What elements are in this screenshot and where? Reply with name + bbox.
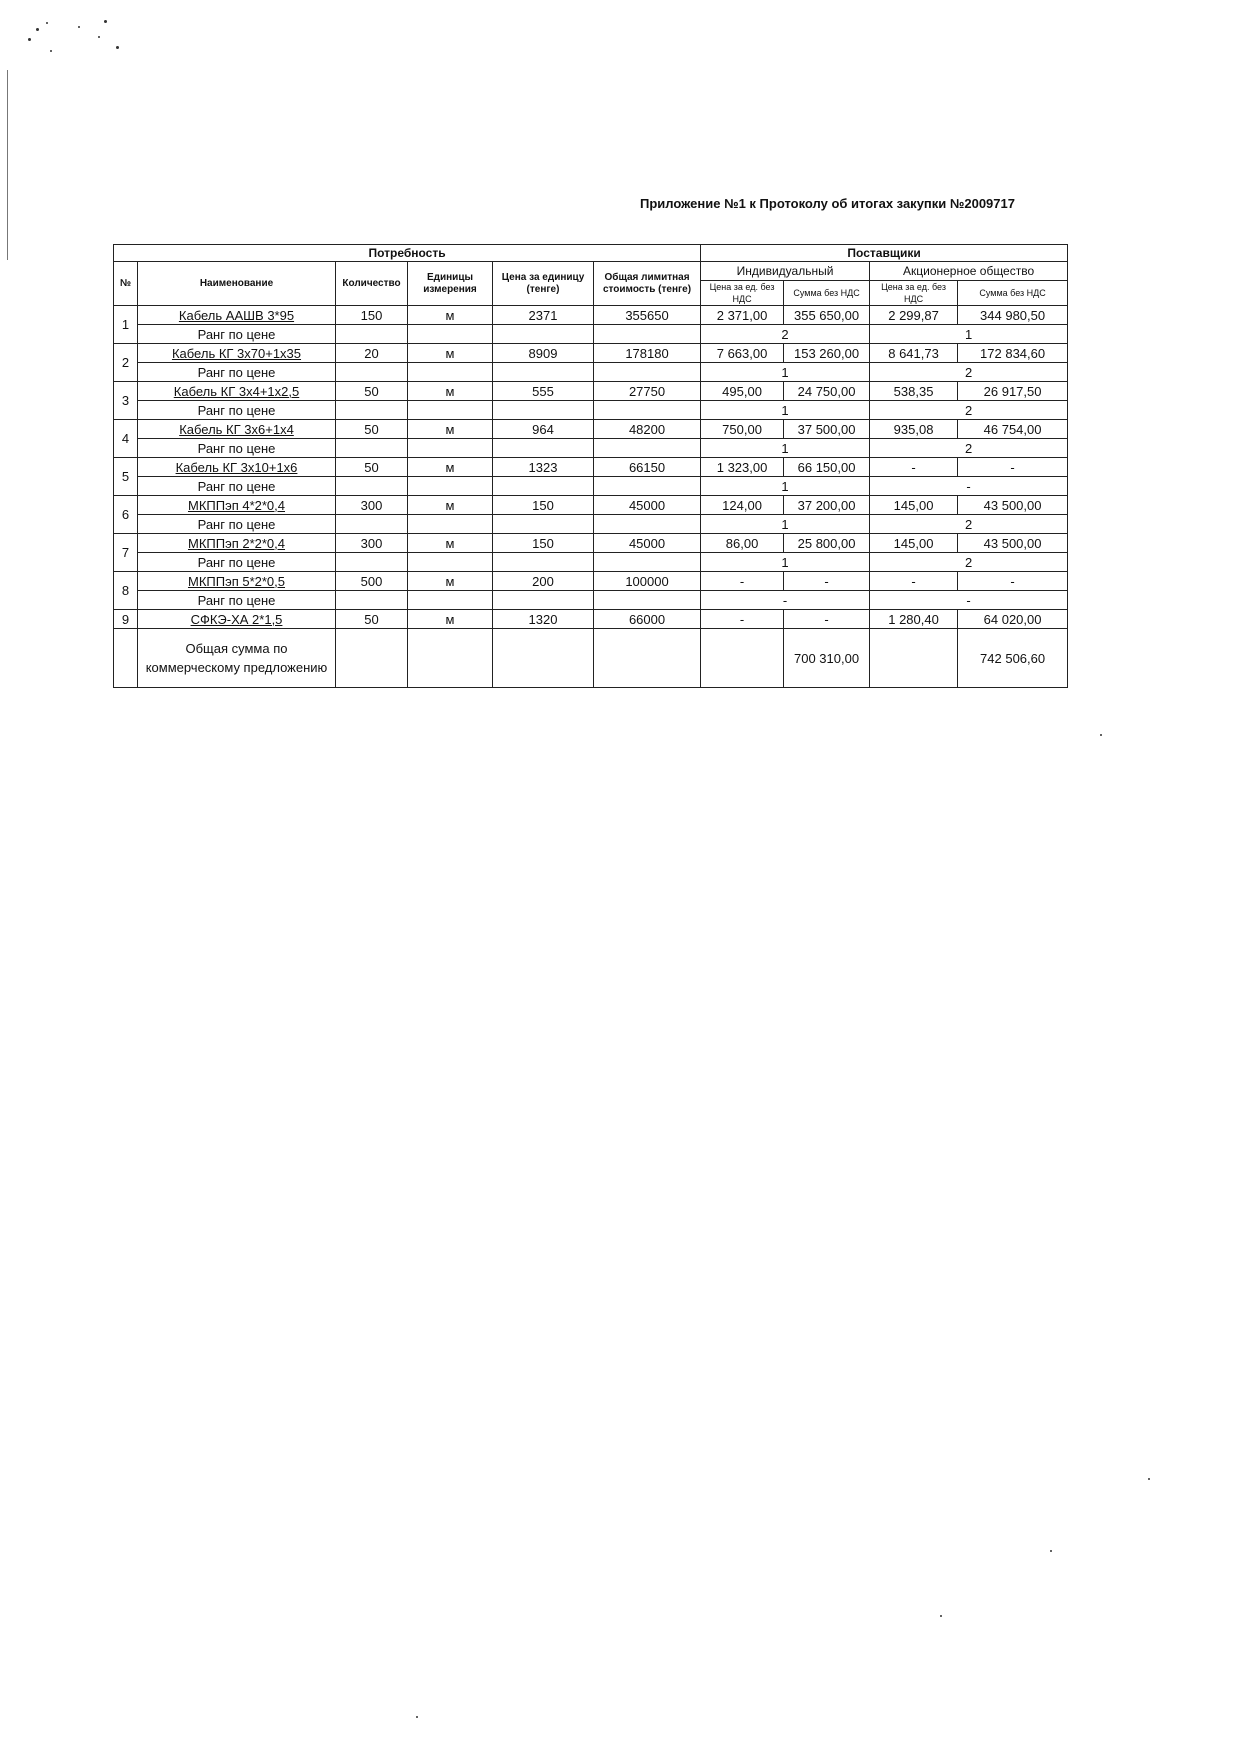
item-total: 178180 bbox=[594, 344, 701, 363]
item-qty: 20 bbox=[336, 344, 408, 363]
header-no: № bbox=[114, 262, 138, 306]
s1-price: - bbox=[701, 572, 784, 591]
s1-rank: - bbox=[701, 591, 870, 610]
s2-price: - bbox=[870, 458, 958, 477]
item-price: 8909 bbox=[493, 344, 594, 363]
s2-price: 935,08 bbox=[870, 420, 958, 439]
row-no: 5 bbox=[114, 458, 138, 496]
s1-price: 2 371,00 bbox=[701, 306, 784, 325]
s2-rank: 2 bbox=[870, 439, 1068, 458]
item-price: 1323 bbox=[493, 458, 594, 477]
s2-price: 8 641,73 bbox=[870, 344, 958, 363]
s2-sum: 344 980,50 bbox=[958, 306, 1068, 325]
scan-speck bbox=[416, 1716, 418, 1718]
item-qty: 50 bbox=[336, 420, 408, 439]
total-row bbox=[114, 629, 1068, 688]
s1-rank: 1 bbox=[701, 553, 870, 572]
item-name: Кабель ААШВ 3*95 bbox=[138, 306, 336, 325]
item-qty: 50 bbox=[336, 458, 408, 477]
s1-rank: 1 bbox=[701, 477, 870, 496]
scan-edge-line bbox=[7, 70, 8, 260]
s2-rank: 2 bbox=[870, 553, 1068, 572]
row-no: 6 bbox=[114, 496, 138, 534]
s2-sum: 64 020,00 bbox=[958, 610, 1068, 629]
item-name: Кабель КГ 3х70+1х35 bbox=[138, 344, 336, 363]
item-total: 45000 bbox=[594, 496, 701, 515]
item-total: 66150 bbox=[594, 458, 701, 477]
item-unit: м bbox=[408, 306, 493, 325]
header-name: Наименование bbox=[138, 262, 336, 306]
item-price: 150 bbox=[493, 534, 594, 553]
item-name: МКППэп 4*2*0,4 bbox=[138, 496, 336, 515]
row-no: 2 bbox=[114, 344, 138, 382]
item-name: Кабель КГ 3х6+1х4 bbox=[138, 420, 336, 439]
s2-sum: 43 500,00 bbox=[958, 534, 1068, 553]
scan-speck bbox=[98, 36, 100, 38]
item-qty: 300 bbox=[336, 534, 408, 553]
rank-row bbox=[114, 363, 1068, 382]
rank-row bbox=[114, 591, 1068, 610]
item-price: 200 bbox=[493, 572, 594, 591]
s1-sum: 153 260,00 bbox=[784, 344, 870, 363]
table-row bbox=[114, 458, 1068, 477]
row-no: 3 bbox=[114, 382, 138, 420]
item-price: 964 bbox=[493, 420, 594, 439]
item-total: 27750 bbox=[594, 382, 701, 401]
s2-price: 2 299,87 bbox=[870, 306, 958, 325]
s1-price: - bbox=[701, 610, 784, 629]
s2-price: 538,35 bbox=[870, 382, 958, 401]
scan-speck bbox=[1100, 734, 1102, 736]
scan-speck bbox=[36, 28, 39, 31]
s1-price: 124,00 bbox=[701, 496, 784, 515]
s2-sum: 46 754,00 bbox=[958, 420, 1068, 439]
table-row bbox=[114, 382, 1068, 401]
s2-sum: 26 917,50 bbox=[958, 382, 1068, 401]
item-name: Кабель КГ 3х10+1х6 bbox=[138, 458, 336, 477]
s1-rank: 1 bbox=[701, 439, 870, 458]
s1-rank: 1 bbox=[701, 515, 870, 534]
item-qty: 150 bbox=[336, 306, 408, 325]
row-no: 8 bbox=[114, 572, 138, 610]
s1-sum: 37 500,00 bbox=[784, 420, 870, 439]
s2-price: 1 280,40 bbox=[870, 610, 958, 629]
item-qty: 50 bbox=[336, 610, 408, 629]
item-unit: м bbox=[408, 534, 493, 553]
s2-rank: 1 bbox=[870, 325, 1068, 344]
s2-rank: 2 bbox=[870, 515, 1068, 534]
s2-sum: 172 834,60 bbox=[958, 344, 1068, 363]
s2-total-sum: 742 506,60 bbox=[958, 629, 1068, 688]
item-unit: м bbox=[408, 572, 493, 591]
item-name: СФКЭ-ХА 2*1,5 bbox=[138, 610, 336, 629]
scan-speck bbox=[78, 26, 80, 28]
item-qty: 300 bbox=[336, 496, 408, 515]
s2-rank: 2 bbox=[870, 401, 1068, 420]
s1-sum: 24 750,00 bbox=[784, 382, 870, 401]
scan-speck bbox=[940, 1615, 942, 1617]
s1-rank: 1 bbox=[701, 401, 870, 420]
item-total: 45000 bbox=[594, 534, 701, 553]
item-total: 48200 bbox=[594, 420, 701, 439]
header-qty: Количество bbox=[336, 262, 408, 306]
item-unit: м bbox=[408, 496, 493, 515]
s1-price: 495,00 bbox=[701, 382, 784, 401]
header-supplier-2: Акционерное общество bbox=[870, 262, 1068, 281]
s1-sum: 66 150,00 bbox=[784, 458, 870, 477]
rank-label: Ранг по цене bbox=[138, 515, 336, 534]
item-qty: 50 bbox=[336, 382, 408, 401]
header-total-limit: Общая лимитная стоимость (тенге) bbox=[594, 262, 701, 306]
header-suppliers: Поставщики bbox=[701, 245, 1068, 262]
s1-sum: 355 650,00 bbox=[784, 306, 870, 325]
item-unit: м bbox=[408, 420, 493, 439]
s1-sum: 25 800,00 bbox=[784, 534, 870, 553]
scan-speck bbox=[1148, 1478, 1150, 1480]
rank-label: Ранг по цене bbox=[138, 439, 336, 458]
item-unit: м bbox=[408, 458, 493, 477]
rank-label: Ранг по цене bbox=[138, 591, 336, 610]
s1-rank: 2 bbox=[701, 325, 870, 344]
scan-speck bbox=[46, 22, 48, 24]
item-total: 355650 bbox=[594, 306, 701, 325]
s2-sum: - bbox=[958, 458, 1068, 477]
item-unit: м bbox=[408, 344, 493, 363]
item-name: Кабель КГ 3х4+1х2,5 bbox=[138, 382, 336, 401]
header-s1-sum: Сумма без НДС bbox=[784, 281, 870, 306]
s1-total-sum: 700 310,00 bbox=[784, 629, 870, 688]
rank-row bbox=[114, 401, 1068, 420]
rank-label: Ранг по цене bbox=[138, 553, 336, 572]
s1-rank: 1 bbox=[701, 363, 870, 382]
table-row bbox=[114, 344, 1068, 363]
s1-price: 86,00 bbox=[701, 534, 784, 553]
procurement-table bbox=[113, 244, 1068, 688]
scan-speck bbox=[50, 50, 52, 52]
item-qty: 500 bbox=[336, 572, 408, 591]
rank-label: Ранг по цене bbox=[138, 363, 336, 382]
row-no: 9 bbox=[114, 610, 138, 629]
row-no: 4 bbox=[114, 420, 138, 458]
rank-row bbox=[114, 439, 1068, 458]
item-total: 66000 bbox=[594, 610, 701, 629]
s2-rank: - bbox=[870, 477, 1068, 496]
s1-sum: - bbox=[784, 572, 870, 591]
header-s2-sum: Сумма без НДС bbox=[958, 281, 1068, 306]
rank-row bbox=[114, 515, 1068, 534]
header-s1-price: Цена за ед. без НДС bbox=[701, 281, 784, 306]
rank-label: Ранг по цене bbox=[138, 325, 336, 344]
s2-rank: - bbox=[870, 591, 1068, 610]
rank-row bbox=[114, 325, 1068, 344]
header-price: Цена за единицу (тенге) bbox=[493, 262, 594, 306]
item-unit: м bbox=[408, 610, 493, 629]
table-row bbox=[114, 610, 1068, 629]
item-price: 2371 bbox=[493, 306, 594, 325]
s2-price: 145,00 bbox=[870, 534, 958, 553]
s2-price: - bbox=[870, 572, 958, 591]
s1-price: 1 323,00 bbox=[701, 458, 784, 477]
scan-speck bbox=[104, 20, 107, 23]
rank-label: Ранг по цене bbox=[138, 401, 336, 420]
item-price: 150 bbox=[493, 496, 594, 515]
header-unit: Единицы измерения bbox=[408, 262, 493, 306]
item-price: 1320 bbox=[493, 610, 594, 629]
rank-label: Ранг по цене bbox=[138, 477, 336, 496]
table-row bbox=[114, 420, 1068, 439]
s2-price: 145,00 bbox=[870, 496, 958, 515]
item-unit: м bbox=[408, 382, 493, 401]
table-row bbox=[114, 572, 1068, 591]
header-supplier-1: Индивидуальный bbox=[701, 262, 870, 281]
item-price: 555 bbox=[493, 382, 594, 401]
table-row bbox=[114, 496, 1068, 515]
table-row bbox=[114, 306, 1068, 325]
item-name: МКППэп 2*2*0,4 bbox=[138, 534, 336, 553]
scan-speck bbox=[116, 46, 119, 49]
rank-row bbox=[114, 553, 1068, 572]
s2-sum: 43 500,00 bbox=[958, 496, 1068, 515]
document-title: Приложение №1 к Протоколу об итогах закупки №2009717 bbox=[640, 196, 1015, 211]
scan-speck bbox=[28, 38, 31, 41]
total-label: Общая сумма по коммерческому предложению bbox=[138, 629, 336, 688]
s1-price: 750,00 bbox=[701, 420, 784, 439]
row-no: 7 bbox=[114, 534, 138, 572]
scan-speck bbox=[1050, 1550, 1052, 1552]
header-s2-price: Цена за ед. без НДС bbox=[870, 281, 958, 306]
s1-sum: 37 200,00 bbox=[784, 496, 870, 515]
row-no: 1 bbox=[114, 306, 138, 344]
header-need: Потребность bbox=[114, 245, 701, 262]
s2-rank: 2 bbox=[870, 363, 1068, 382]
table-row bbox=[114, 534, 1068, 553]
item-total: 100000 bbox=[594, 572, 701, 591]
s1-price: 7 663,00 bbox=[701, 344, 784, 363]
item-name: МКППэп 5*2*0,5 bbox=[138, 572, 336, 591]
rank-row bbox=[114, 477, 1068, 496]
s1-sum: - bbox=[784, 610, 870, 629]
s2-sum: - bbox=[958, 572, 1068, 591]
